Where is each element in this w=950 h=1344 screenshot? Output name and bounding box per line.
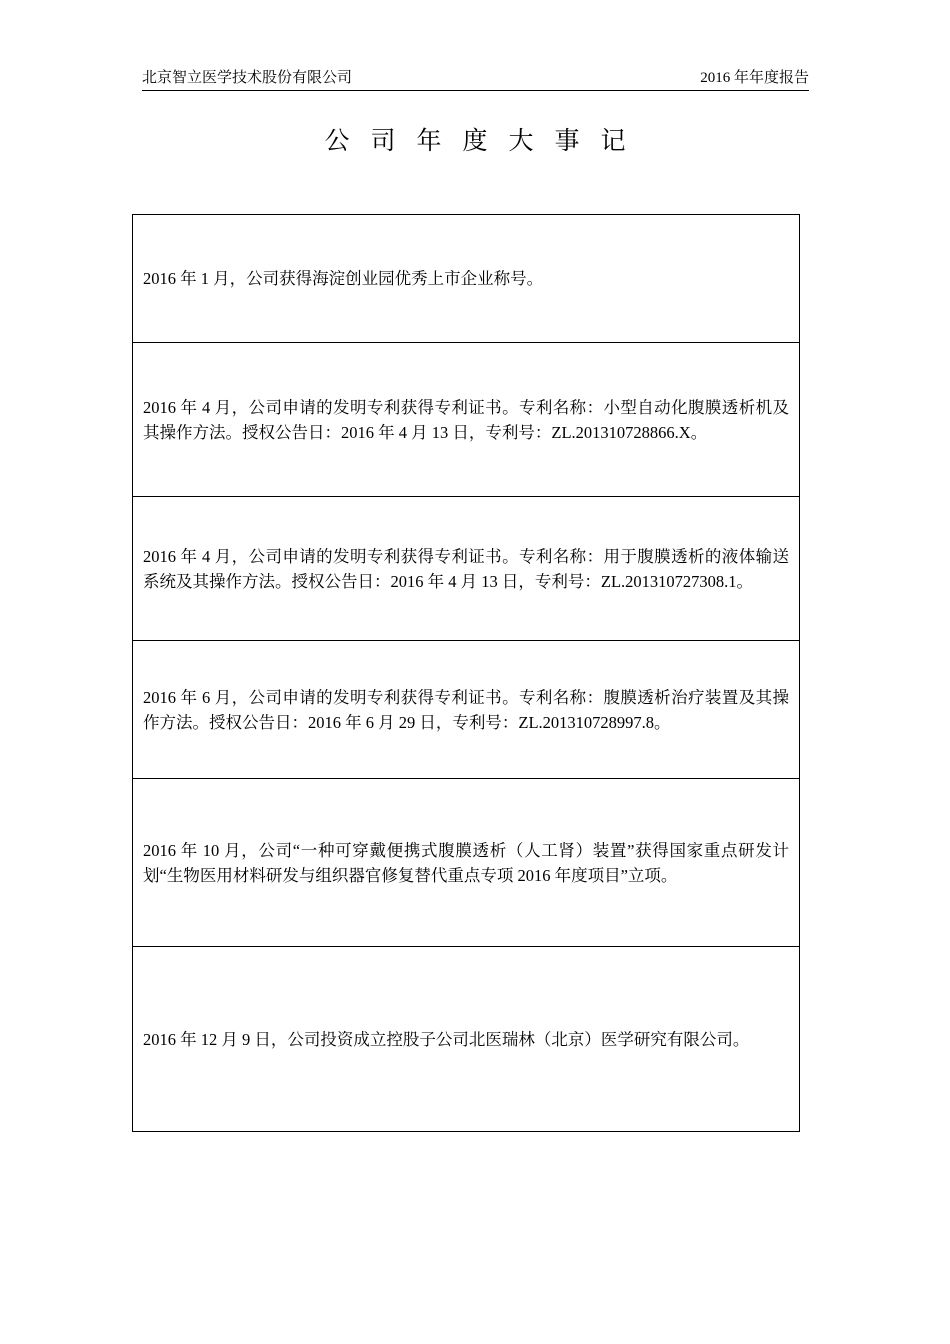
event-text: 2016 年 1 月，公司获得海淀创业园优秀上市企业称号。 [143,269,544,288]
event-row [133,779,799,947]
event-row [133,343,799,497]
events-table [132,214,800,1132]
page-header [142,68,809,91]
event-text: 2016 年 12 月 9 日，公司投资成立控股子公司北医瑞林（北京）医学研究有限公司。 [143,1029,750,1049]
page-title: 公司年度大事记 [324,126,647,155]
event-text: 2016 年 10 月，公司“一种可穿戴便携式腹膜透析（人工肾）装置”获得国家重点研发计划“生物医用材料研发与组织器官修复替代重点专项 2016 年度项目”立项。 [143,840,789,885]
event-text: 2016 年 4 月，公司申请的发明专利获得专利证书。专利名称：用于腹膜透析的液体输送系统及其操作方法。授权公告日：2016 年 4 月 13 日，专利号：ZL.201310727308.1。 [143,546,789,591]
event-row [133,641,799,779]
header-company-name: 北京智立医学技术股份有限公司 [142,70,353,86]
event-row [133,497,799,641]
header-report-title: 2016 年年度报告 [700,70,809,86]
event-text: 2016 年 4 月，公司申请的发明专利获得专利证书。专利名称：小型自动化腹膜透析机及其操作方法。授权公告日：2016 年 4 月 13 日，专利号：ZL.201310728866.X。 [143,397,789,442]
event-row [133,215,799,343]
event-row [133,947,799,1131]
event-text: 2016 年 6 月，公司申请的发明专利获得专利证书。专利名称：腹膜透析治疗装置及其操作方法。授权公告日：2016 年 6 月 29 日，专利号：ZL.201310728997.8。 [143,687,789,732]
